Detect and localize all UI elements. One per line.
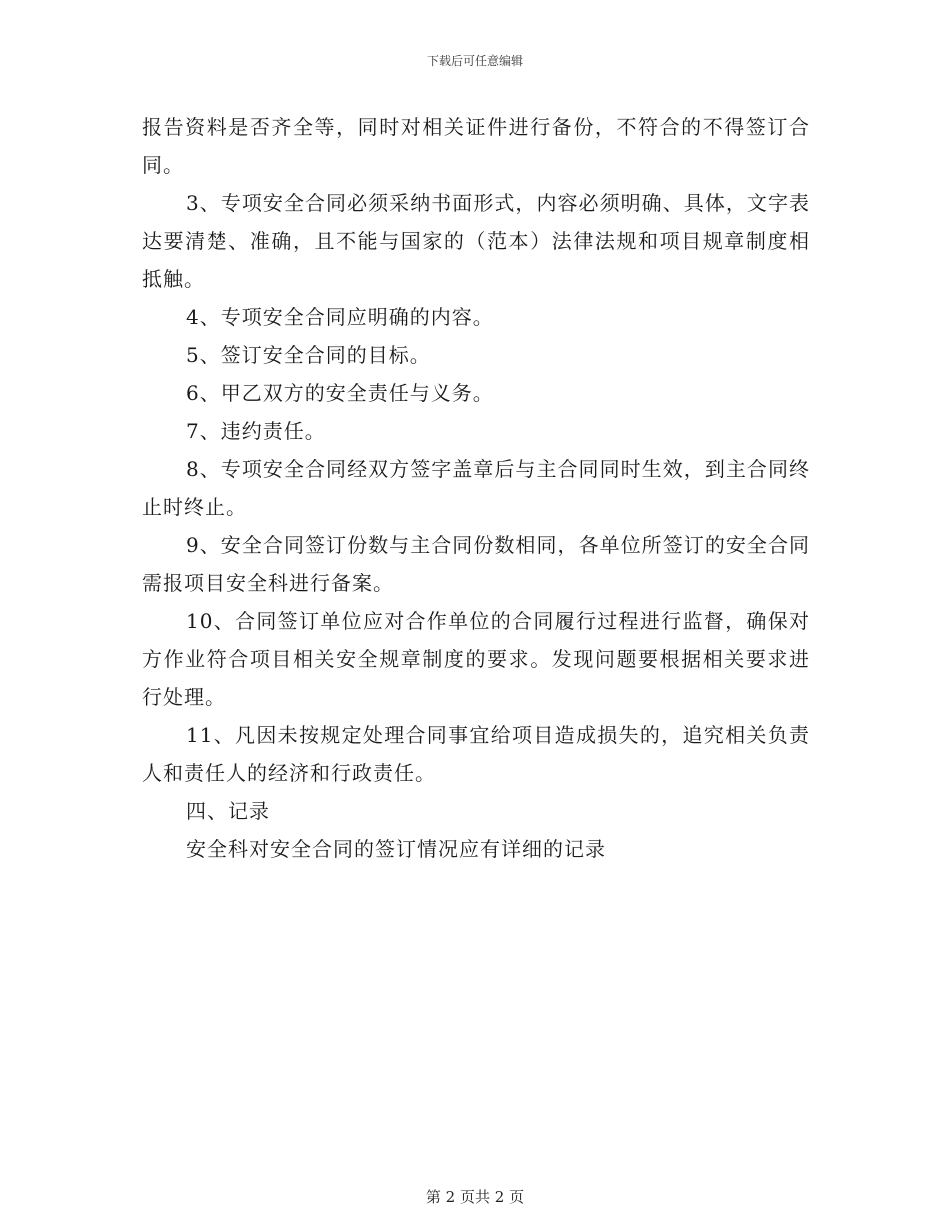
paragraph-item-9: 9、安全合同签订份数与主合同份数相同，各单位所签订的安全合同需报项目安全科进行备案。 [142, 533, 810, 595]
section-heading-records: 四、记录 [186, 799, 270, 823]
document-body [142, 108, 810, 868]
paragraph-item-5: 5、签订安全合同的目标。 [186, 343, 431, 367]
paragraph-item-3: 3、专项安全合同必须采纳书面形式，内容必须明确、具体，文字表达要清楚、准确，且不能与国家的（范本）法律法规和项目规章制度相抵触。 [142, 191, 810, 291]
paragraph-item-4: 4、专项安全合同应明确的内容。 [186, 305, 494, 329]
page-header: 下载后可任意编辑 [426, 54, 523, 68]
paragraph-records: 安全科对安全合同的签订情况应有详细的记录 [186, 837, 606, 861]
page-footer: 第 2 页共 2 页 [425, 1188, 525, 1206]
paragraph-continuation: 报告资料是否齐全等，同时对相关证件进行备份，不符合的不得签订合同。 [142, 115, 810, 177]
paragraph-item-8: 8、专项安全合同经双方签字盖章后与主合同同时生效，到主合同终止时终止。 [142, 457, 810, 519]
paragraph-item-11: 11、凡因未按规定处理合同事宜给项目造成损失的，追究相关负责人和责任人的经济和行政责任。 [142, 723, 810, 785]
paragraph-item-10: 10、合同签订单位应对合作单位的合同履行过程进行监督，确保对方作业符合项目相关安全规章制度的要求。发现问题要根据相关要求进行处理。 [142, 609, 810, 709]
paragraph-item-7: 7、违约责任。 [186, 419, 326, 443]
paragraph-item-6: 6、甲乙双方的安全责任与义务。 [186, 381, 494, 405]
